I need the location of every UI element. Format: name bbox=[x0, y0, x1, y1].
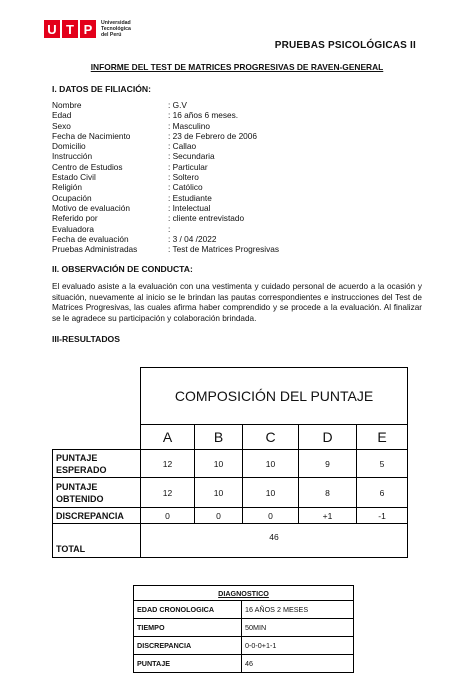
utp-logo bbox=[44, 20, 131, 38]
observation-paragraph: El evaluado asiste a la evaluación con una vestimenta y cuidado personal de acuerdo a la ocasión y situación, nuevamente al inicio se le brindan las pautas correspondientes e instrucciones del Test de Matrices Progresivas, las cuales afirma haber comprendido y se procede a la evaluación. Al finalizar se le agradece su participación y colaboración brindada. bbox=[52, 282, 422, 323]
field-value: : Católico bbox=[168, 182, 203, 193]
field-label: Edad bbox=[52, 110, 72, 121]
results-table bbox=[52, 367, 407, 554]
logo-line: Tecnológica bbox=[101, 26, 131, 32]
table-cell: -1 bbox=[357, 508, 408, 524]
field-label: Nombre bbox=[52, 100, 82, 110]
table-cell: 0 bbox=[243, 508, 299, 524]
field-value: : Particular bbox=[168, 161, 208, 172]
logo-line: del Perú bbox=[101, 32, 122, 38]
field-label: Centro de Estudios bbox=[52, 161, 123, 172]
table-cell: 0 bbox=[141, 508, 195, 524]
field-label: Pruebas Administradas bbox=[52, 244, 138, 255]
diag-label: DISCREPANCIA bbox=[134, 637, 242, 655]
diag-label: TIEMPO bbox=[134, 619, 242, 637]
total-value: 46 bbox=[141, 524, 408, 558]
diag-label: EDAD CRONOLOGICA bbox=[134, 601, 242, 619]
column-letter: B bbox=[195, 425, 243, 450]
table-corner bbox=[53, 368, 141, 425]
table-cell: 10 bbox=[195, 478, 243, 508]
row-label: PUNTAJE OBTENIDO bbox=[53, 478, 141, 508]
field-label: Estado Civil bbox=[52, 172, 96, 183]
table-cell: 6 bbox=[357, 478, 408, 508]
logo-letter: T bbox=[62, 20, 78, 38]
row-label: PUNTAJE ESPERADO bbox=[53, 450, 141, 478]
total-label: TOTAL bbox=[53, 524, 141, 558]
field-value: : Intelectual bbox=[168, 202, 211, 213]
table-cell: 10 bbox=[243, 450, 299, 478]
diagnostico-heading: DIAGNOSTICO bbox=[134, 586, 354, 601]
table-cell: 10 bbox=[195, 450, 243, 478]
field-value: : Test de Matrices Progresivas bbox=[168, 244, 279, 255]
column-letter: A bbox=[141, 425, 195, 450]
field-value: : Masculino bbox=[168, 120, 210, 131]
field-label: Fecha de evaluación bbox=[52, 233, 129, 244]
table-cell: 5 bbox=[357, 450, 408, 478]
diag-value: 0-0-0+1-1 bbox=[242, 637, 354, 655]
table-cell: 10 bbox=[243, 478, 299, 508]
table-cell: +1 bbox=[299, 508, 357, 524]
field-value: : Callao bbox=[168, 141, 197, 152]
field-label: Instrucción bbox=[52, 151, 93, 162]
column-letter: E bbox=[357, 425, 408, 450]
section-heading-observacion: II. OBSERVACIÓN DE CONDUCTA: bbox=[52, 264, 193, 274]
report-title: INFORME DEL TEST DE MATRICES PROGRESIVAS DE RAVEN-GENERAL bbox=[90, 62, 384, 72]
diag-value: 50MIN bbox=[242, 619, 354, 637]
logo-line: Universidad bbox=[101, 20, 131, 26]
table-cell: 0 bbox=[195, 508, 243, 524]
field-value: : 23 de Febrero de 2006 bbox=[168, 130, 258, 141]
diag-value: 46 bbox=[242, 655, 354, 673]
table-cell: 9 bbox=[299, 450, 357, 478]
column-letter: C bbox=[243, 425, 299, 450]
table-cell: 8 bbox=[299, 478, 357, 508]
row-label: DISCREPANCIA bbox=[53, 508, 141, 524]
field-value: : bbox=[168, 223, 171, 234]
field-label: Domicilio bbox=[52, 141, 86, 152]
field-value: : Secundaria bbox=[168, 151, 215, 162]
logo-letter: U bbox=[44, 20, 60, 38]
section-heading-filiacion: I. DATOS DE FILIACIÓN: bbox=[52, 84, 151, 94]
table-cell: 12 bbox=[141, 478, 195, 508]
diagnostico-table bbox=[133, 585, 353, 673]
field-value: : 16 años 6 meses. bbox=[168, 110, 239, 121]
table-title: COMPOSICIÓN DEL PUNTAJE bbox=[141, 368, 408, 425]
field-label: Motivo de evaluación bbox=[52, 202, 130, 213]
field-label: Evaluadora bbox=[52, 223, 94, 234]
field-label: Sexo bbox=[52, 120, 71, 131]
field-label: Fecha de Nacimiento bbox=[52, 130, 131, 141]
column-letter: D bbox=[299, 425, 357, 450]
table-cell: 12 bbox=[141, 450, 195, 478]
field-label: Ocupación bbox=[52, 192, 92, 203]
section-heading-resultados: III-RESULTADOS bbox=[52, 334, 120, 344]
diag-label: PUNTAJE bbox=[134, 655, 242, 673]
field-value: : 3 / 04 /2022 bbox=[168, 233, 217, 244]
logo-letter: P bbox=[80, 20, 96, 38]
diag-value: 16 AÑOS 2 MESES bbox=[242, 601, 354, 619]
field-value: : Soltero bbox=[168, 172, 199, 183]
table-corner bbox=[53, 425, 141, 450]
field-value: : Estudiante bbox=[168, 192, 212, 203]
field-value: : cliente entrevistado bbox=[168, 213, 245, 224]
field-value: : G.V bbox=[168, 100, 187, 110]
field-label: Religión bbox=[52, 182, 82, 193]
field-label: Referido por bbox=[52, 213, 98, 224]
course-title: PRUEBAS PSICOLÓGICAS II bbox=[274, 40, 416, 51]
